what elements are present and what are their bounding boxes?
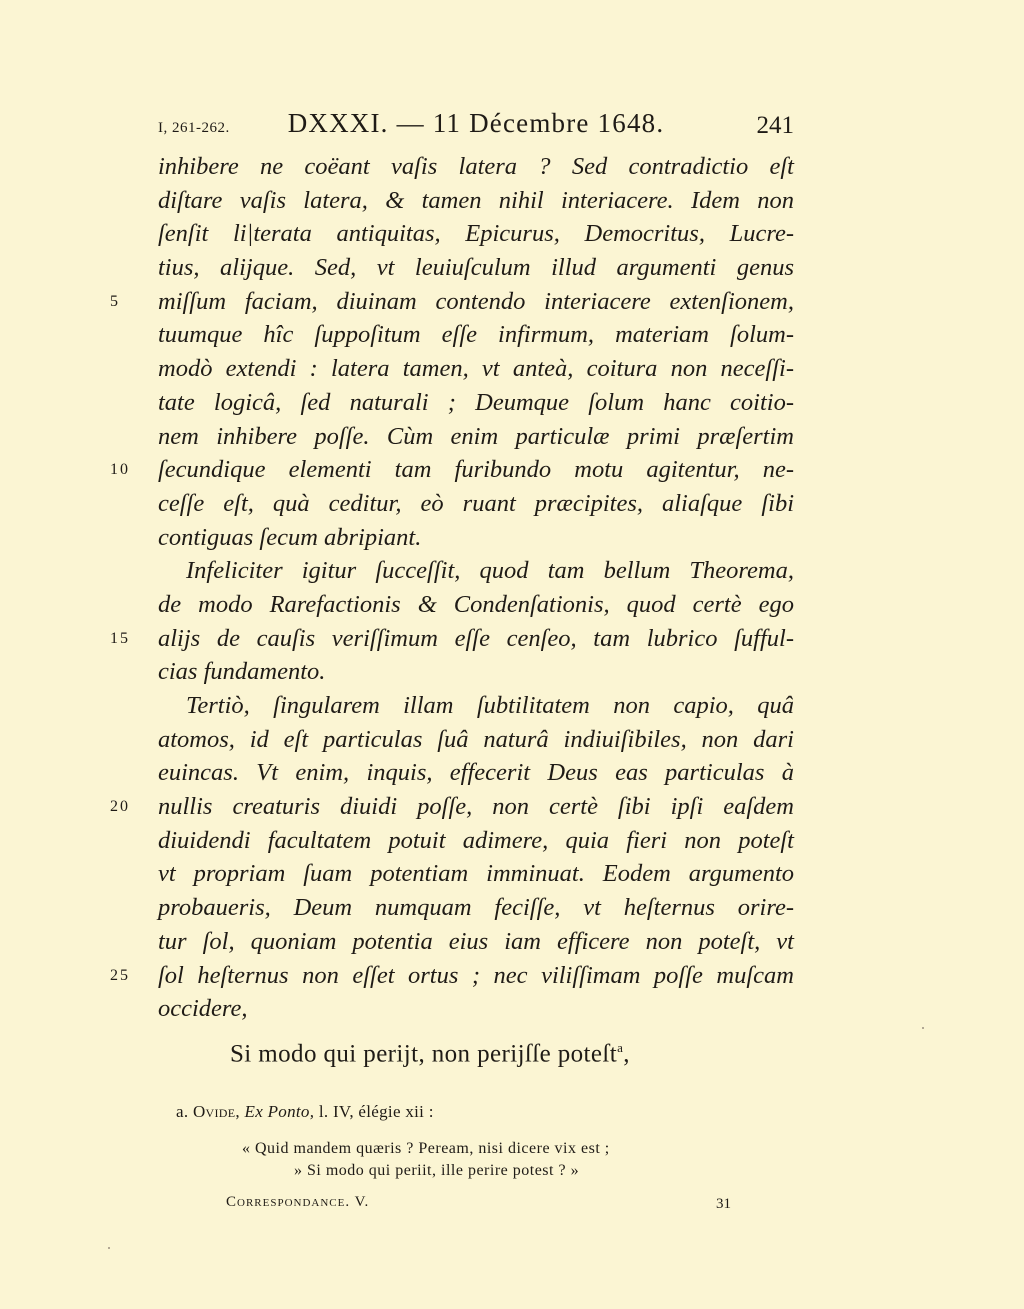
paper-speck	[922, 1027, 924, 1029]
paper-speck	[108, 1247, 110, 1249]
text-line	[0, 891, 1024, 925]
line-text: tur ſol, quoniam potentia eius iam efficere non poteſt, vt	[158, 927, 794, 955]
body-text	[0, 150, 1024, 1026]
verse-trailing: ,	[623, 1040, 630, 1068]
text-line	[0, 824, 1024, 858]
line-text: ſol heſternus non eſſet ortus ; nec viliſſimam poſſe muſcam	[158, 961, 794, 989]
line-text: vt propriam ſuam potentiam imminuat. Eodem argumento	[158, 860, 794, 888]
line-number: 25	[110, 966, 130, 984]
letter-heading: DXXXI. — 11 Décembre 1648.	[287, 108, 665, 138]
line-text: Tertiò, ſingularem illam ſubtilitatem non capio, quâ	[186, 692, 794, 719]
line-number: 15	[110, 629, 130, 647]
line-text: contiguas ſecum abripiant.	[158, 523, 422, 551]
text-line	[0, 655, 1024, 689]
text-line	[0, 217, 1024, 251]
line-text: Infeliciter igitur ſucceſſit, quod tam bellum Theorema,	[186, 557, 794, 585]
text-line	[0, 992, 1024, 1026]
text-line	[0, 318, 1024, 352]
line-text: nem inhibere poſſe. Cùm enim particulæ primi præſertim	[158, 422, 794, 450]
text-line	[0, 487, 1024, 521]
line-text: probaueris, Deum numquam feciſſe, vt heſternus orire-	[158, 894, 794, 922]
text-line	[0, 959, 1024, 993]
line-text: ceſſe eſt, quà ceditur, eò ruant præcipites, aliaſque ſibi	[158, 489, 794, 517]
text-line	[0, 285, 1024, 319]
text-line	[0, 857, 1024, 891]
line-text: cias fundamento.	[158, 658, 326, 686]
line-text: tuumque hîc ſuppoſitum eſſe infirmum, materiam ſolum-	[158, 321, 794, 349]
page-number: 241	[756, 112, 794, 139]
text-line	[0, 150, 1024, 184]
footnote	[176, 1102, 434, 1122]
line-text: modò extendi : latera tamen, vt anteà, coitura non neceſſi-	[158, 355, 794, 383]
line-text: de modo Rarefactionis & Condenſationis, quod certè ego	[158, 590, 794, 618]
footnote-marker: a	[617, 1040, 624, 1055]
line-text: ſenſit li|terata antiquitas, Epicurus, Democritus, Lucre-	[158, 220, 794, 248]
line-text: nullis creaturis diuidi poſſe, non certè ſibi ipſi eaſdem	[158, 793, 794, 821]
text-line	[0, 756, 1024, 790]
signature-line: Correspondance. V.	[226, 1194, 370, 1210]
text-line	[0, 184, 1024, 218]
footnote-author: Ovide,	[192, 1102, 240, 1121]
line-text: diuidendi facultatem potuit adimere, quia fieri non poteſt	[158, 826, 794, 854]
footnote-location: l. IV, élégie xii :	[318, 1102, 434, 1121]
footnote-quote-line-2: » Si modo qui periit, ille perire potest ? »	[294, 1162, 580, 1179]
footnote-label: a.	[176, 1102, 189, 1121]
line-text: occidere,	[158, 995, 248, 1023]
text-line	[0, 689, 1024, 723]
text-line	[0, 925, 1024, 959]
edition-reference: I, 261-262.	[158, 120, 230, 136]
running-header	[158, 108, 794, 148]
sheet-number: 31	[716, 1196, 731, 1212]
footnote-work: Ex Ponto,	[244, 1102, 315, 1121]
line-text: inhibere ne coëant vaſis latera ? Sed contradictio eſt	[158, 153, 794, 180]
text-line	[0, 588, 1024, 622]
line-text: tate logicâ, ſed naturali ; Deumque ſolum hanc coitio-	[158, 388, 794, 416]
line-text: miſſum faciam, diuinam contendo interiacere extenſionem,	[158, 287, 794, 315]
line-number: 20	[110, 798, 130, 816]
text-line	[0, 790, 1024, 824]
line-text: atomos, id eſt particulas ſuâ naturâ indiuiſibiles, non dari	[158, 725, 794, 753]
line-number: 5	[110, 292, 120, 310]
text-line	[0, 352, 1024, 386]
line-text: ſecundique elementi tam furibundo motu agitentur, ne-	[158, 456, 794, 484]
text-line	[0, 723, 1024, 757]
line-text: tius, alijque. Sed, vt leuiuſculum illud argumenti genus	[158, 254, 794, 282]
text-line	[0, 622, 1024, 656]
text-line	[0, 251, 1024, 285]
text-line	[0, 386, 1024, 420]
line-text: diſtare vaſis latera, & tamen nihil interiacere. Idem non	[158, 186, 794, 214]
line-text: alijs de cauſis veriſſimum eſſe cenſeo, tam lubrico ſufful-	[158, 624, 794, 652]
text-line	[0, 420, 1024, 454]
line-number: 10	[110, 461, 130, 479]
verse-text: Si modo qui perijt, non perijſſe poteſt	[230, 1040, 618, 1068]
footnote-quote-line-1: « Quid mandem quæris ? Peream, nisi dicere vix est ;	[242, 1140, 610, 1157]
text-line	[0, 453, 1024, 487]
text-line	[0, 554, 1024, 588]
line-text: euincas. Vt enim, inquis, effecerit Deus eas particulas à	[158, 759, 794, 787]
text-line	[0, 521, 1024, 555]
quoted-verse	[230, 1040, 630, 1068]
